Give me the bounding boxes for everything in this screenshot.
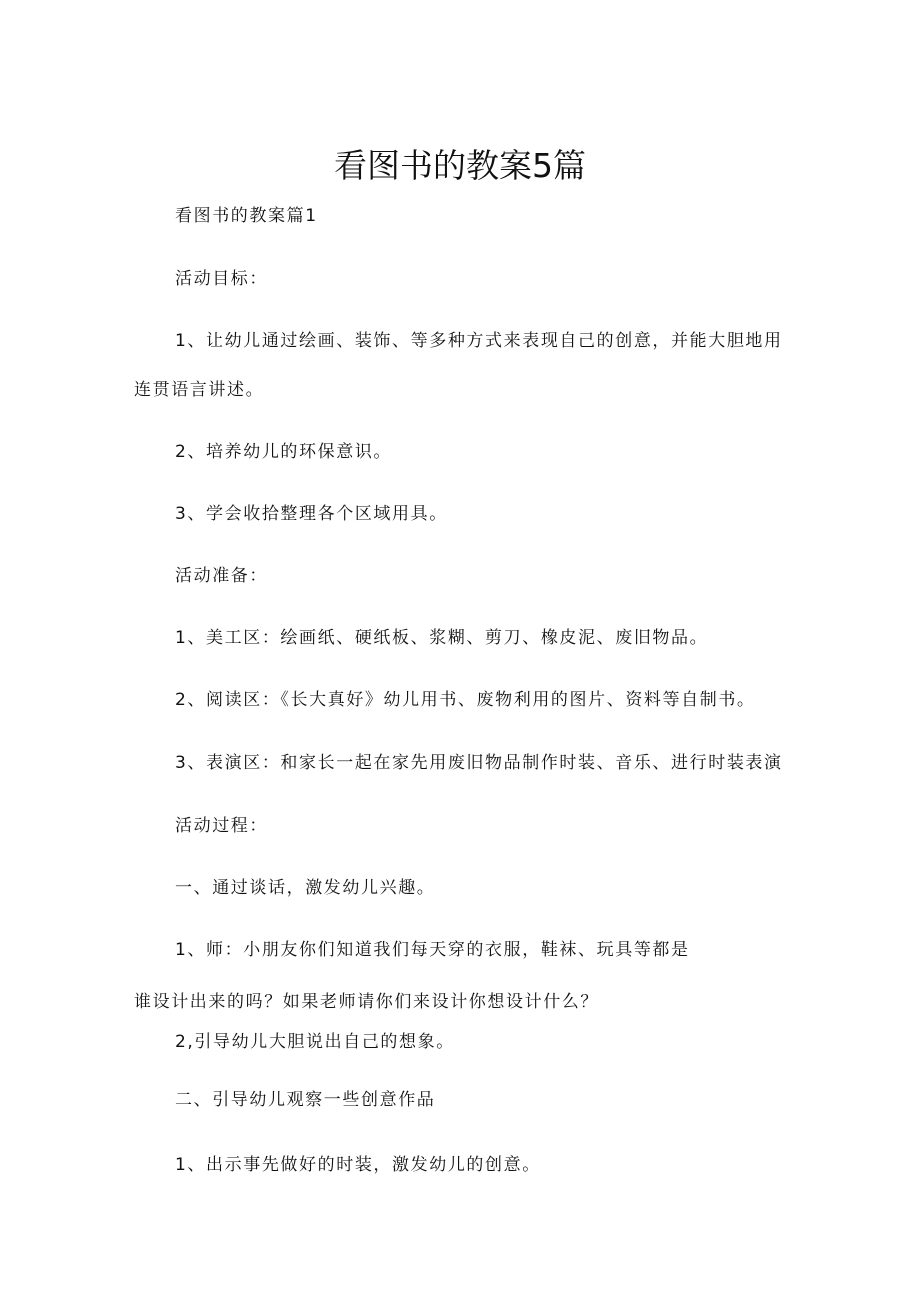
paragraph-line: 3、学会收拾整理各个区域用具。	[175, 504, 448, 524]
paragraph-line: 1、让幼儿通过绘画、装饰、等多种方式来表现自己的创意，并能大胆地用	[175, 331, 783, 351]
paragraph-line: 2、阅读区：《长大真好》幼儿用书、废物利用的图片、资料等自制书。	[175, 690, 756, 710]
paragraph-line: 2,引导幼儿大胆说出自己的想象。	[175, 1032, 455, 1052]
paragraph-line: 二、引导幼儿观察一些创意作品	[175, 1090, 436, 1110]
paragraph-line: 一、通过谈话，激发幼儿兴趣。	[175, 878, 436, 898]
paragraph-line: 谁设计出来的吗？如果老师请你们来设计你想设计什么？	[134, 992, 599, 1012]
paragraph-line: 1、美工区：绘画纸、硬纸板、浆糊、剪刀、橡皮泥、废旧物品。	[175, 628, 709, 648]
paragraph-line: 3、表演区：和家长一起在家先用废旧物品制作时装、音乐、进行时装表演	[175, 753, 783, 773]
section-heading: 看图书的教案篇1	[175, 206, 318, 226]
paragraph-line: 1、师：小朋友你们知道我们每天穿的衣服，鞋袜、玩具等都是	[175, 940, 690, 960]
paragraph-line: 连贯语言讲述。	[134, 380, 265, 400]
paragraph-line: 2、培养幼儿的环保意识。	[175, 442, 393, 462]
paragraph-line: 1、出示事先做好的时装，激发幼儿的创意。	[175, 1155, 541, 1175]
document-title: 看图书的教案5篇	[334, 146, 586, 185]
paragraph-line: 活动目标：	[175, 269, 268, 289]
paragraph-line: 活动准备：	[175, 566, 268, 586]
paragraph-line: 活动过程：	[175, 816, 268, 836]
